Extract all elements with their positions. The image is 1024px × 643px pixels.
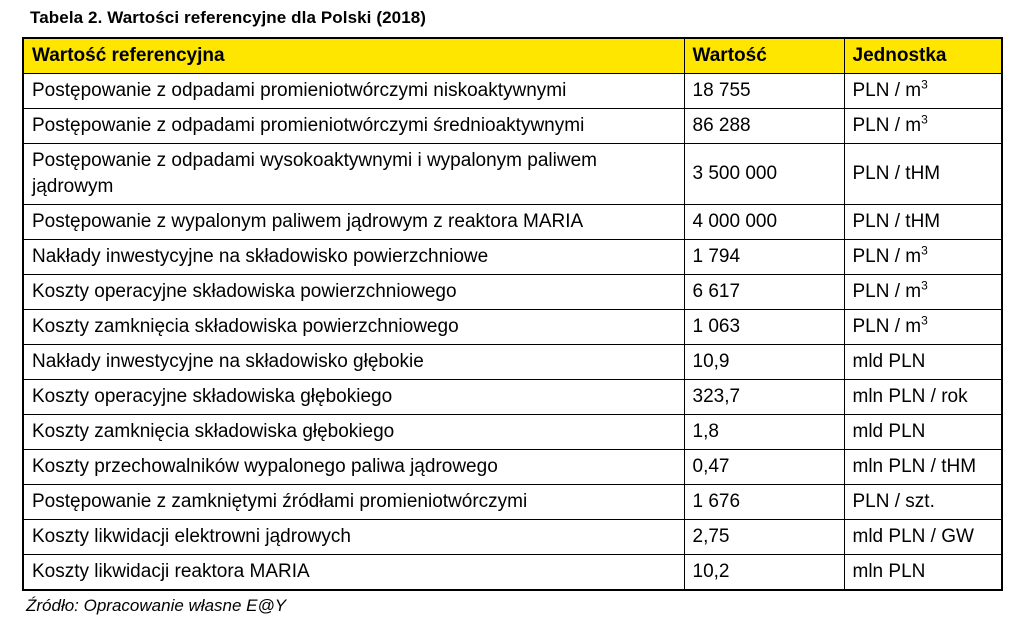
unit-cell	[844, 485, 1002, 520]
table-row	[23, 275, 1002, 310]
source-note: Źródło: Opracowanie własne E@Y	[26, 596, 287, 615]
reference-label-cell: Koszty likwidacji reaktora MARIA	[23, 555, 684, 591]
reference-label-cell: Koszty operacyjne składowiska głębokiego	[23, 380, 684, 415]
unit-text: PLN / szt.	[852, 491, 935, 512]
value-cell: 4 000 000	[684, 205, 844, 240]
reference-label-cell: Nakłady inwestycyjne na składowisko powierzchniowe	[23, 240, 684, 275]
unit-text: PLN / m	[852, 246, 922, 267]
unit-superscript: 3	[921, 243, 928, 258]
unit-cell	[844, 415, 1002, 450]
table-title: Tabela 2. Wartości referencyjne dla Polski (2018)	[30, 8, 427, 27]
value-cell: 1 794	[684, 240, 844, 275]
value-cell: 3 500 000	[684, 144, 844, 205]
unit-text: PLN / tHM	[852, 163, 941, 184]
reference-label-cell: Koszty przechowalników wypalonego paliwa jądrowego	[23, 450, 684, 485]
value-cell: 323,7	[684, 380, 844, 415]
unit-cell	[844, 144, 1002, 205]
unit-text: mln PLN	[852, 561, 926, 582]
table-row	[23, 380, 1002, 415]
unit-cell	[844, 205, 1002, 240]
value-cell: 1 063	[684, 310, 844, 345]
unit-superscript: 3	[921, 77, 928, 92]
reference-label-cell: Koszty zamknięcia składowiska głębokiego	[23, 415, 684, 450]
unit-text: mln PLN / tHM	[852, 456, 977, 477]
value-cell: 86 288	[684, 109, 844, 144]
value-cell: 0,47	[684, 450, 844, 485]
table-body	[23, 74, 1002, 591]
header-row	[23, 38, 1002, 74]
table-row	[23, 485, 1002, 520]
reference-label-cell: Postępowanie z odpadami promieniotwórczymi średnioaktywnymi	[23, 109, 684, 144]
table-row	[23, 240, 1002, 275]
unit-text: mld PLN / GW	[852, 526, 974, 547]
unit-text: PLN / m	[852, 115, 922, 136]
unit-text: mld PLN	[852, 421, 926, 442]
unit-superscript: 3	[921, 112, 928, 127]
unit-superscript: 3	[921, 278, 928, 293]
table-row	[23, 555, 1002, 591]
reference-label-cell: Nakłady inwestycyjne na składowisko głębokie	[23, 345, 684, 380]
reference-label-cell: Koszty zamknięcia składowiska powierzchniowego	[23, 310, 684, 345]
value-cell: 10,2	[684, 555, 844, 591]
table-row	[23, 310, 1002, 345]
unit-text: PLN / tHM	[852, 211, 941, 232]
unit-cell	[844, 275, 1002, 310]
reference-values-table	[22, 37, 1003, 591]
table-row	[23, 144, 1002, 205]
unit-cell	[844, 555, 1002, 591]
reference-label-cell: Postępowanie z odpadami wysokoaktywnymi i wypalonym paliwem jądrowym	[23, 144, 684, 205]
column-header-reference-value: Wartość referencyjna	[23, 38, 684, 74]
unit-cell	[844, 450, 1002, 485]
reference-label-cell: Postępowanie z wypalonym paliwem jądrowym z reaktora MARIA	[23, 205, 684, 240]
table-row	[23, 74, 1002, 109]
unit-cell	[844, 345, 1002, 380]
table-row	[23, 415, 1002, 450]
reference-label-cell: Postępowanie z odpadami promieniotwórczymi niskoaktywnymi	[23, 74, 684, 109]
unit-cell	[844, 74, 1002, 109]
table-row	[23, 520, 1002, 555]
value-cell: 1 676	[684, 485, 844, 520]
unit-text: mld PLN	[852, 351, 926, 372]
table-header-row	[23, 38, 1002, 74]
value-cell: 2,75	[684, 520, 844, 555]
column-header-unit: Jednostka	[844, 38, 1002, 74]
table-row	[23, 345, 1002, 380]
unit-text: PLN / m	[852, 80, 922, 101]
unit-text: PLN / m	[852, 281, 922, 302]
table-row	[23, 450, 1002, 485]
reference-label-cell: Postępowanie z zamkniętymi źródłami promieniotwórczymi	[23, 485, 684, 520]
unit-cell	[844, 380, 1002, 415]
reference-label-cell: Koszty likwidacji elektrowni jądrowych	[23, 520, 684, 555]
value-cell: 1,8	[684, 415, 844, 450]
reference-label-cell: Koszty operacyjne składowiska powierzchniowego	[23, 275, 684, 310]
unit-text: PLN / m	[852, 316, 922, 337]
table-row	[23, 109, 1002, 144]
unit-cell	[844, 520, 1002, 555]
value-cell: 6 617	[684, 275, 844, 310]
value-cell: 10,9	[684, 345, 844, 380]
unit-text: mln PLN / rok	[852, 386, 968, 407]
column-header-value: Wartość	[684, 38, 844, 74]
unit-cell	[844, 310, 1002, 345]
unit-superscript: 3	[921, 313, 928, 328]
table-row	[23, 205, 1002, 240]
unit-cell	[844, 240, 1002, 275]
value-cell: 18 755	[684, 74, 844, 109]
unit-cell	[844, 109, 1002, 144]
